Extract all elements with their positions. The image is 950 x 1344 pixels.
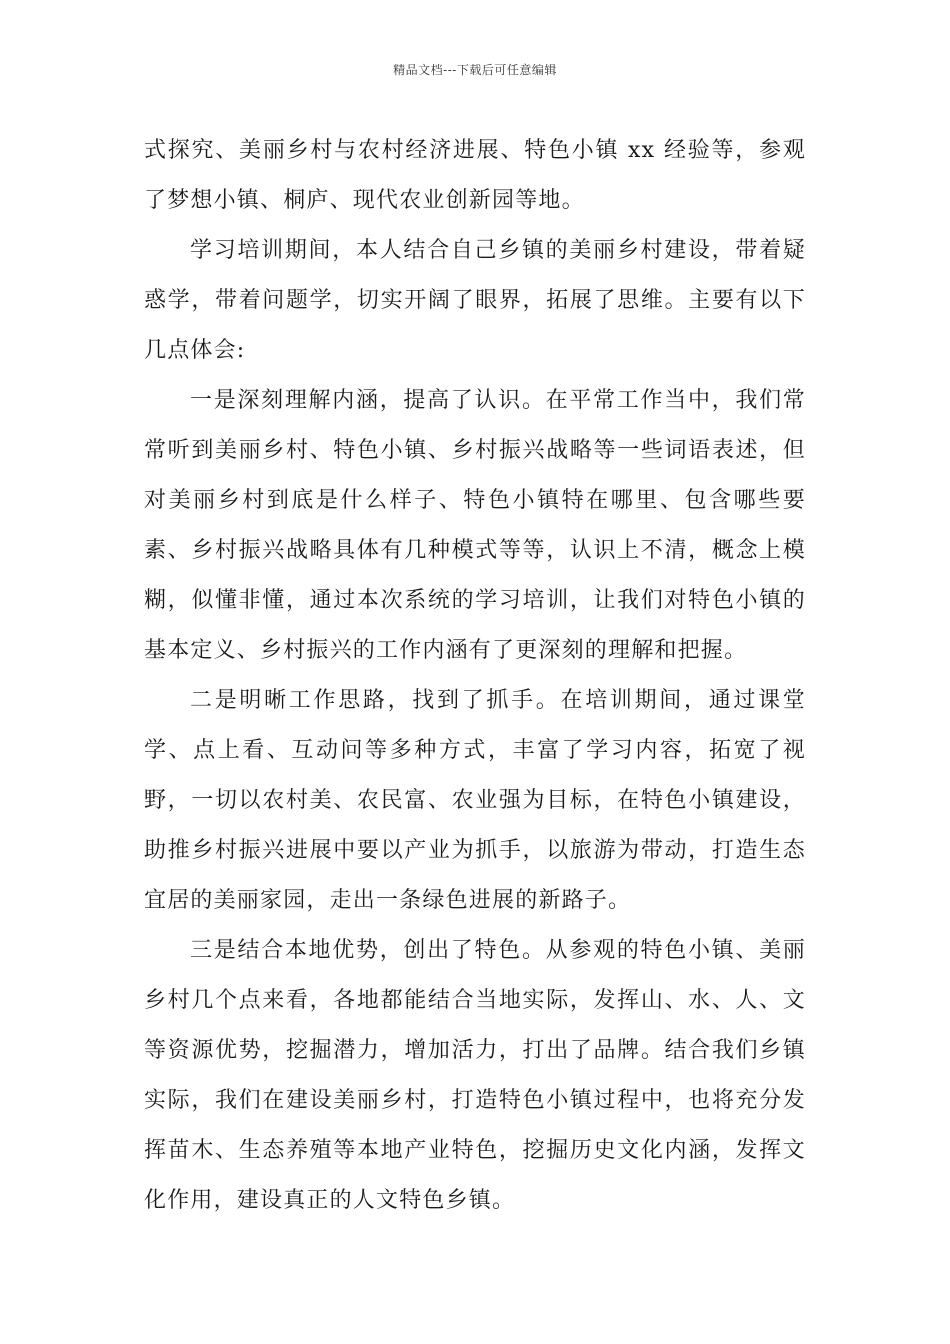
document-body [144, 126, 806, 1226]
paragraph-continuation: 式探究、美丽乡村与农村经济进展、特色小镇 xx 经验等，参观了梦想小镇、桐庐、现代农业创新园等地。 [144, 138, 806, 213]
paragraph-study-training: 学习培训期间，本人结合自己乡镇的美丽乡村建设，带着疑惑学，带着问题学，切实开阔了眼界，拓展了思维。主要有以下几点体会: [144, 238, 806, 363]
paragraph-point-three: 三是结合本地优势，创出了特色。从参观的特色小镇、美丽乡村几个点来看，各地都能结合当地实际，发挥山、水、人、文等资源优势，挖掘潜力，增加活力，打出了品牌。结合我们乡镇实际，我们在建设美丽乡村，打造特色小镇过程中，也将充分发挥苗木、生态养殖等本地产业特色，挖掘历史文化内涵，发挥文化作用，建设真正的人文特色乡镇。 [144, 938, 806, 1213]
paragraph-point-one: 一是深刻理解内涵，提高了认识。在平常工作当中，我们常常听到美丽乡村、特色小镇、乡村振兴战略等一些词语表述，但对美丽乡村到底是什么样子、特色小镇特在哪里、包含哪些要素、乡村振兴战略具体有几种模式等等，认识上不清，概念上模糊，似懂非懂，通过本次系统的学习培训，让我们对特色小镇的基本定义、乡村振兴的工作内涵有了更深刻的理解和把握。 [144, 388, 806, 663]
paragraph-point-two: 二是明晰工作思路，找到了抓手。在培训期间，通过课堂学、点上看、互动问等多种方式，丰富了学习内容，拓宽了视野，一切以农村美、农民富、农业强为目标，在特色小镇建设，助推乡村振兴进展中要以产业为抓手，以旅游为带动，打造生态宜居的美丽家园，走出一条绿色进展的新路子。 [144, 688, 806, 913]
page-header: 精品文档---下载后可任意编辑 [393, 63, 557, 77]
